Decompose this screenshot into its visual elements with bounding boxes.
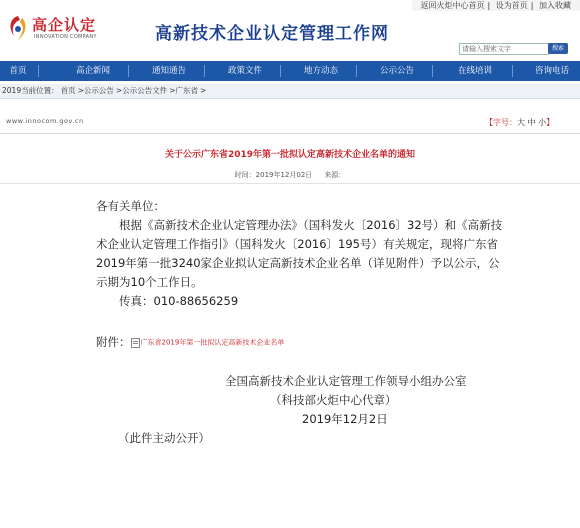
search-input[interactable]: 请输入搜索文字: [459, 43, 549, 55]
article-salutation: 各有关单位：: [96, 199, 165, 213]
signature-org: 全国高新技术企业认定管理工作领导小组办公室: [225, 374, 467, 388]
font-size-end: 】: [546, 118, 555, 127]
nav-item-policy[interactable]: 政策文件: [227, 66, 262, 76]
file-icon: [131, 338, 140, 348]
attachment-label: 附件：: [96, 335, 131, 349]
signature-date: 2019年12月2日: [302, 412, 388, 426]
font-size-label: 【字号：: [485, 118, 517, 127]
logo-text: 高企认定: [32, 16, 97, 34]
article-fax: 传真：010-88656259: [119, 294, 239, 308]
signature-seal: （科技部火炬中心代章）: [270, 393, 397, 407]
article-meta: [0, 170, 580, 180]
article-source: 来源：: [324, 171, 346, 179]
nav-item-announcements[interactable]: 公示公告: [379, 66, 414, 76]
nav-item-news[interactable]: 高企新闻: [75, 66, 110, 76]
breadcrumb-prefix: 2019当前位置：: [2, 86, 59, 95]
nav-item-hotline[interactable]: 咨询电话: [534, 66, 569, 76]
logo-subtext: INNOVATION COMPANY: [34, 34, 97, 40]
breadcrumb-item[interactable]: 广东省: [175, 86, 198, 95]
breadcrumb-item[interactable]: 公示公告: [83, 86, 114, 95]
font-size-switcher: [485, 117, 554, 128]
divider: [0, 133, 580, 134]
font-size-medium[interactable]: 中: [527, 118, 536, 127]
nav-item-training[interactable]: 在线培训: [457, 66, 492, 76]
nav-separator: [280, 65, 281, 77]
top-links: 返回火炬中心首页 | 设为首页 | 加入收藏: [412, 0, 580, 11]
logo-swirl-icon: [6, 14, 30, 42]
font-size-small[interactable]: 小: [538, 118, 547, 127]
search-button[interactable]: 搜索: [548, 43, 568, 54]
site-logo[interactable]: [6, 12, 116, 46]
public-note: （此件主动公开）: [118, 431, 210, 445]
nav-separator: [128, 65, 129, 77]
main-nav: [0, 61, 580, 81]
nav-separator: [38, 65, 39, 77]
top-link-set-home[interactable]: 设为首页: [495, 1, 528, 10]
nav-separator: [356, 65, 357, 77]
nav-item-home[interactable]: 首页: [9, 66, 27, 76]
site-url: www.innocom.gov.cn: [6, 117, 84, 125]
nav-item-local[interactable]: 地方动态: [303, 66, 338, 76]
article-title: 关于公示广东省2019年第一批拟认定高新技术企业名单的通知: [164, 150, 416, 160]
top-link-favorite[interactable]: 加入收藏: [539, 1, 571, 10]
top-link-home[interactable]: 返回火炬中心首页: [420, 1, 485, 10]
breadcrumb-item[interactable]: 首页: [60, 86, 76, 95]
article-body: [96, 197, 506, 311]
nav-separator: [432, 65, 433, 77]
nav-item-notices[interactable]: 通知通告: [151, 66, 186, 76]
article-paragraph: 根据《高新技术企业认定管理办法》（国科发火〔2016〕32号）和《高新技术企业认定管理工作指引》（国科发火〔2016〕195号）有关规定，现将广东省2019年第一批3240家企业拟认定高新技术企业名单（详见附件）予以公示，公示期为10个工作日。: [96, 218, 503, 289]
divider: [0, 183, 580, 184]
nav-separator: [204, 65, 205, 77]
site-title: 高新技术企业认定管理工作网: [155, 24, 389, 44]
breadcrumb: 2019当前位置： 首页 >公示公告 >公示公告文件 >广东省 >: [0, 84, 580, 99]
article-date: 时间：2019年12月02日: [234, 171, 313, 179]
nav-separator: [512, 65, 513, 77]
attachment-link[interactable]: 广东省2019年第一批拟认定高新技术企业名单: [140, 338, 285, 347]
font-size-large[interactable]: 大: [517, 118, 525, 127]
breadcrumb-item[interactable]: 公示公告文件: [122, 86, 168, 95]
attachment: [96, 334, 284, 350]
